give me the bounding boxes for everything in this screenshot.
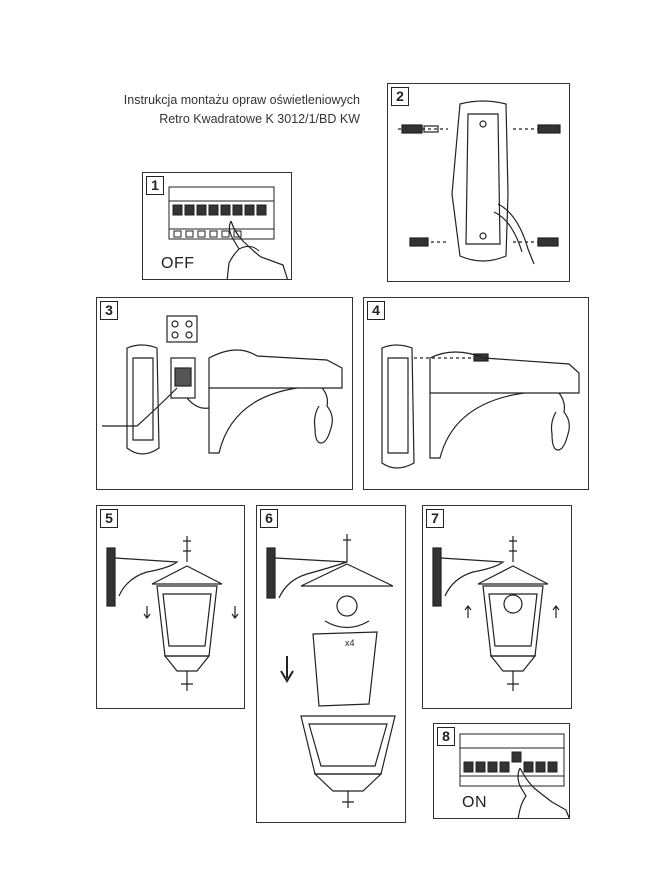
step-number: 2	[391, 87, 409, 106]
step-8-panel	[433, 723, 570, 819]
step-6-panel	[256, 505, 406, 823]
glass-pane-count: x4	[345, 638, 355, 648]
step-number: 3	[100, 301, 118, 320]
step-number: 7	[426, 509, 444, 528]
step-2-panel	[387, 83, 570, 282]
step-number: 5	[100, 509, 118, 528]
step-1-panel	[142, 172, 292, 280]
arm-attachment-illustration	[364, 298, 589, 490]
title-line-2: Retro Kwadratowe K 3012/1/BD KW	[159, 112, 360, 126]
step-number: 1	[146, 176, 164, 195]
instruction-title	[60, 91, 360, 129]
wall-plate-mounting-illustration	[388, 84, 570, 282]
step-4-panel	[363, 297, 589, 490]
title-line-1: Instrukcja montażu opraw oświetleniowych	[123, 93, 360, 107]
step-number: 4	[367, 301, 385, 320]
step-5-panel	[96, 505, 245, 709]
glass-fixing-illustration	[423, 506, 572, 709]
step-3-panel	[96, 297, 353, 490]
bulb-and-glass-illustration	[257, 506, 406, 823]
step-number: 8	[437, 727, 455, 746]
lamp-mount-illustration	[97, 506, 245, 709]
on-label: ON	[462, 794, 487, 811]
wiring-connection-illustration	[97, 298, 353, 490]
step-number: 6	[260, 509, 278, 528]
step-7-panel	[422, 505, 572, 709]
off-label: OFF	[161, 255, 195, 272]
